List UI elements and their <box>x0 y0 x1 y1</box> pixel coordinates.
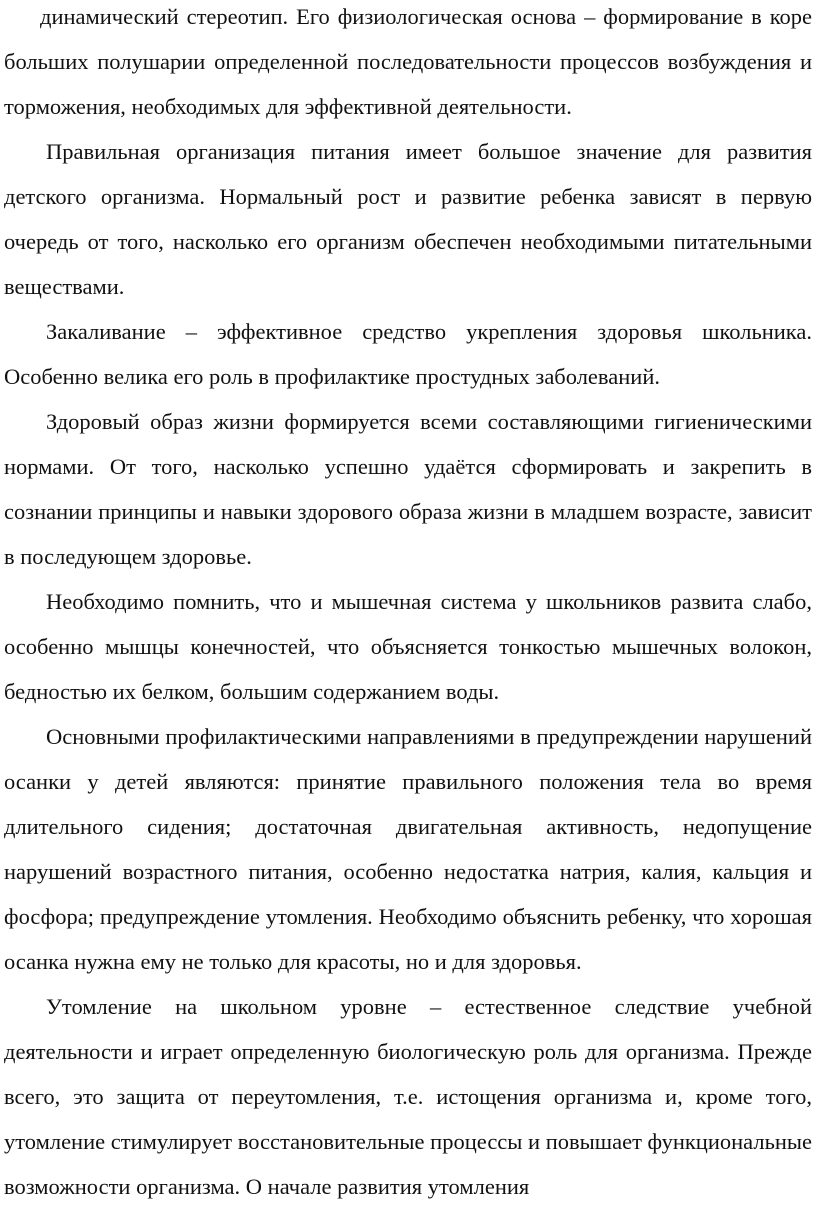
document-page <box>4 0 812 1209</box>
paragraph-continuation: динамический стереотип. Его физиологическая основа – формирование в коре больших полушарии определенной последовательности процессов возбуждения и торможения, необходимых для эффективной деятельности. <box>4 4 812 119</box>
paragraph-nutrition: Правильная организация питания имеет большое значение для развития детского организма. Нормальный рост и развитие ребенка зависят в первую очередь от того, насколько его организм обеспечен необходимыми питательными веществами. <box>4 139 812 299</box>
paragraph-fatigue: Утомление на школьном уровне – естественное следствие учебной деятельности и играет определенную биологическую роль для организма. Прежде всего, это защита от переутомления, т.е. истощения организма и, кроме того, утомление стимулирует восстановительные процессы и повышает функциональные возможности организма. О начале развития утомления <box>4 994 812 1199</box>
paragraph-healthy-lifestyle: Здоровый образ жизни формируется всеми составляющими гигиеническими нормами. От того, насколько успешно удаётся сформировать и закрепить в сознании принципы и навыки здорового образа жизни в младшем возрасте, зависит в последующем здоровье. <box>4 409 812 569</box>
paragraph-hardening: Закаливание – эффективное средство укрепления здоровья школьника. Особенно велика его роль в профилактике простудных заболеваний. <box>4 319 812 389</box>
paragraph-muscular-system: Необходимо помнить, что и мышечная система у школьников развита слабо, особенно мышцы конечностей, что объясняется тонкостью мышечных волокон, бедностью их белком, большим содержанием воды. <box>4 589 812 704</box>
paragraph-posture: Основными профилактическими направлениями в предупреждении нарушений осанки у детей являются: принятие правильного положения тела во время длительного сидения; достаточная двигательная активность, недопущение нарушений возрастного питания, особенно недостатка натрия, калия, кальция и фосфора; предупреждение утомления. Необходимо объяснить ребенку, что хорошая осанка нужна ему не только для красоты, но и для здоровья. <box>4 724 812 974</box>
